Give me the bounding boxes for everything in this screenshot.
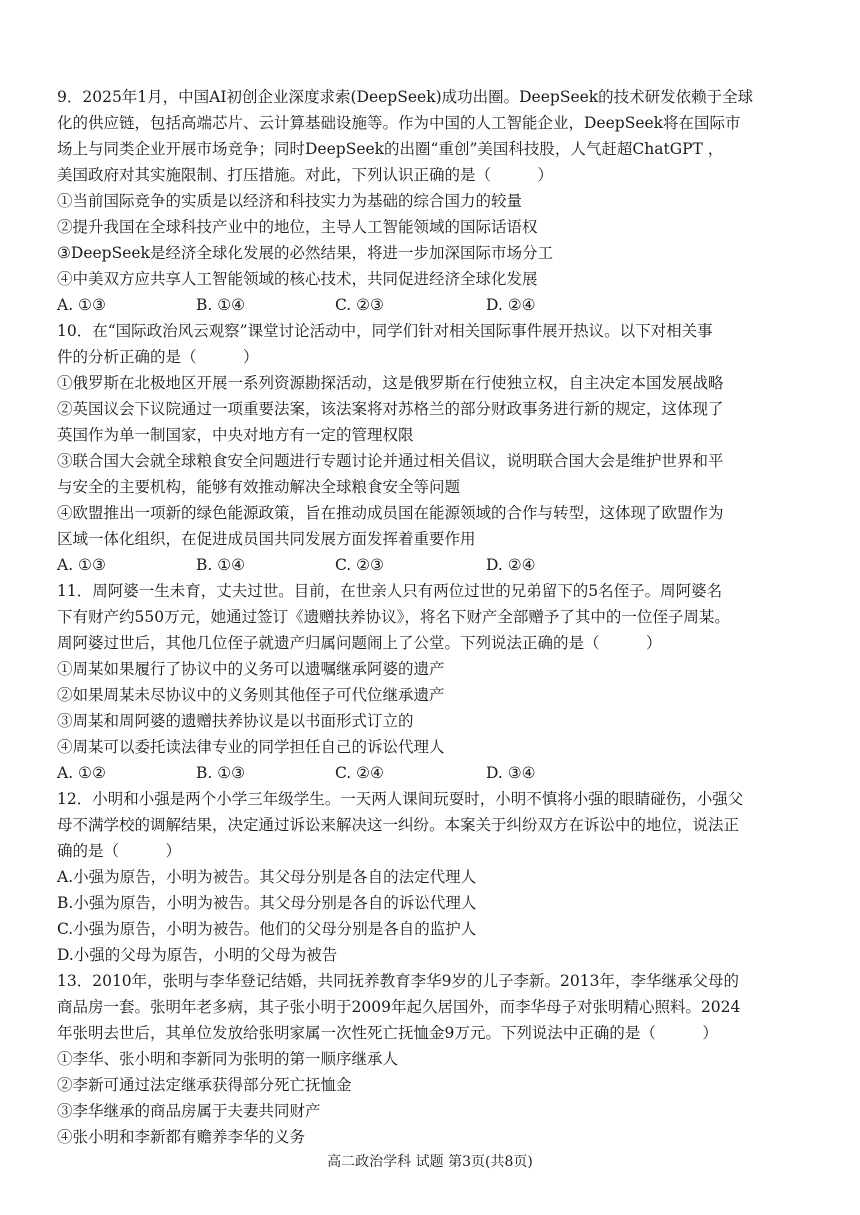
question-stem-line: 12．小明和小强是两个小学三年级学生。一天两人课间玩耍时，小明不慎将小强的眼睛碰伤，小强父 [57, 790, 744, 808]
question-stem-line: 11．周阿婆一生未育，丈夫过世。目前，在世亲人只有两位过世的兄弟留下的5名侄子。周阿婆名 [57, 582, 723, 600]
question-stem-line: 周阿婆过世后，其他几位侄子就遗产归属问题闹上了公堂。下列说法正确的是（ ） [57, 634, 662, 652]
option-c: C. ②③ [335, 296, 384, 314]
statement-item: ③李华继承的商品房属于夫妻共同财产 [57, 1102, 321, 1120]
statement-item: ③联合国大会就全球粮食安全问题进行专题讨论并通过相关倡议，说明联合国大会是维护世界和平 [57, 452, 724, 470]
statement-item: ④张小明和李新都有赡养李华的义务 [57, 1128, 306, 1146]
statement-item: 区域一体化组织，在促进成员国共同发展方面发挥着重要作用 [57, 530, 476, 548]
question-stem-line: 化的供应链，包括高端芯片、云计算基础设施等。作为中国的人工智能企业，DeepSeek将在国际市 [57, 114, 741, 132]
question-stem-line: 母不满学校的调解结果，决定通过诉讼来解决这一纠纷。本案关于纠纷双方在诉讼中的地位，说法正 [57, 816, 740, 834]
statement-item: ②李新可通过法定继承获得部分死亡抚恤金 [57, 1076, 352, 1094]
answer-choice: A.小强为原告，小明为被告。其父母分别是各自的法定代理人 [57, 868, 477, 886]
option-d: D. ②④ [486, 296, 536, 314]
question-content [57, 84, 817, 1150]
option-a: A. ①③ [57, 296, 106, 314]
question-stem-line: 商品房一套。张明年老多病，其子张小明于2009年起久居国外，而李华母子对张明精心照料。2024 [57, 998, 741, 1016]
question-stem-line: 美国政府对其实施限制、打压措施。对此，下列认识正确的是（ ） [57, 166, 554, 184]
question-9 [57, 84, 817, 318]
question-stem-line: 件的分析正确的是（ ） [57, 348, 259, 366]
statement-item: ①李华、张小明和李新同为张明的第一顺序继承人 [57, 1050, 399, 1068]
statement-item: ①俄罗斯在北极地区开展一系列资源勘探活动，这是俄罗斯在行使独立权，自主决定本国发展战略 [57, 374, 724, 392]
answer-choice: C.小强为原告，小明为被告。他们的父母分别是各自的监护人 [57, 920, 477, 938]
statement-item: ①周某如果履行了协议中的义务可以遗嘱继承阿婆的遗产 [57, 660, 445, 678]
answer-options [57, 292, 817, 318]
question-stem-line: 确的是（ ） [57, 842, 182, 860]
statement-item: ④周某可以委托读法律专业的同学担任自己的诉讼代理人 [57, 738, 445, 756]
question-stem-line: 13．2010年，张明与李华登记结婚，共同抚养教育李华9岁的儿子李新。2013年，李华继承父母的 [57, 972, 739, 990]
answer-choice: D.小强的父母为原告，小明的父母为被告 [57, 946, 338, 964]
statement-item: 与安全的主要机构，能够有效推动解决全球粮食安全等问题 [57, 478, 461, 496]
question-10 [57, 318, 817, 578]
answer-options [57, 760, 817, 786]
statement-item: ①当前国际竞争的实质是以经济和科技实力为基础的综合国力的较量 [57, 192, 523, 210]
statement-item: 英国作为单一制国家，中央对地方有一定的管理权限 [57, 426, 414, 444]
statement-item: ④中美双方应共享人工智能领域的核心技术，共同促进经济全球化发展 [57, 270, 538, 288]
page-footer: 高二政治学科 试题 第3页(共8页) [327, 1154, 533, 1170]
option-b: B. ①④ [196, 556, 246, 574]
option-c: C. ②④ [335, 764, 384, 782]
question-stem-line: 9．2025年1月，中国AI初创企业深度求索(DeepSeek)成功出圈。DeepSeek的技术研发依赖于全球 [57, 88, 754, 106]
question-stem-line: 年张明去世后，其单位发放给张明家属一次性死亡抚恤金9万元。下列说法中正确的是（ ） [57, 1024, 718, 1042]
question-stem-line: 10．在“国际政治风云观察”课堂讨论活动中，同学们针对相关国际事件展开热议。以下对相关事 [57, 322, 713, 340]
statement-item: ③周某和周阿婆的遗赠扶养协议是以书面形式订立的 [57, 712, 414, 730]
question-13 [57, 968, 817, 1150]
statement-item: ②提升我国在全球科技产业中的地位，主导人工智能领域的国际话语权 [57, 218, 538, 236]
option-a: A. ①② [57, 764, 106, 782]
question-stem-line: 场上与同类企业开展市场竞争；同时DeepSeek的出圈“重创”美国科技股，人气赶超ChatGPT ， [57, 140, 724, 158]
statement-item: ②如果周某未尽协议中的义务则其他侄子可代位继承遗产 [57, 686, 445, 704]
option-d: D. ③④ [486, 764, 536, 782]
option-c: C. ②③ [335, 556, 384, 574]
question-12 [57, 786, 817, 968]
option-a: A. ①③ [57, 556, 106, 574]
statement-item: ④欧盟推出一项新的绿色能源政策，旨在推动成员国在能源领域的合作与转型，这体现了欧盟作为 [57, 504, 724, 522]
option-b: B. ①④ [196, 296, 246, 314]
answer-choice: B.小强为原告，小明为被告。其父母分别是各自的诉讼代理人 [57, 894, 477, 912]
option-b: B. ①③ [196, 764, 246, 782]
answer-options [57, 552, 817, 578]
question-stem-line: 下有财产约550万元，她通过签订《遗赠扶养协议》，将名下财产全部赠予了其中的一位侄子周某。 [57, 608, 730, 626]
question-11 [57, 578, 817, 786]
statement-item: ③DeepSeek是经济全球化发展的必然结果，将进一步加深国际市场分工 [57, 244, 553, 262]
option-d: D. ②④ [486, 556, 536, 574]
statement-item: ②英国议会下议院通过一项重要法案，该法案将对苏格兰的部分财政事务进行新的规定，这体现了 [57, 400, 724, 418]
